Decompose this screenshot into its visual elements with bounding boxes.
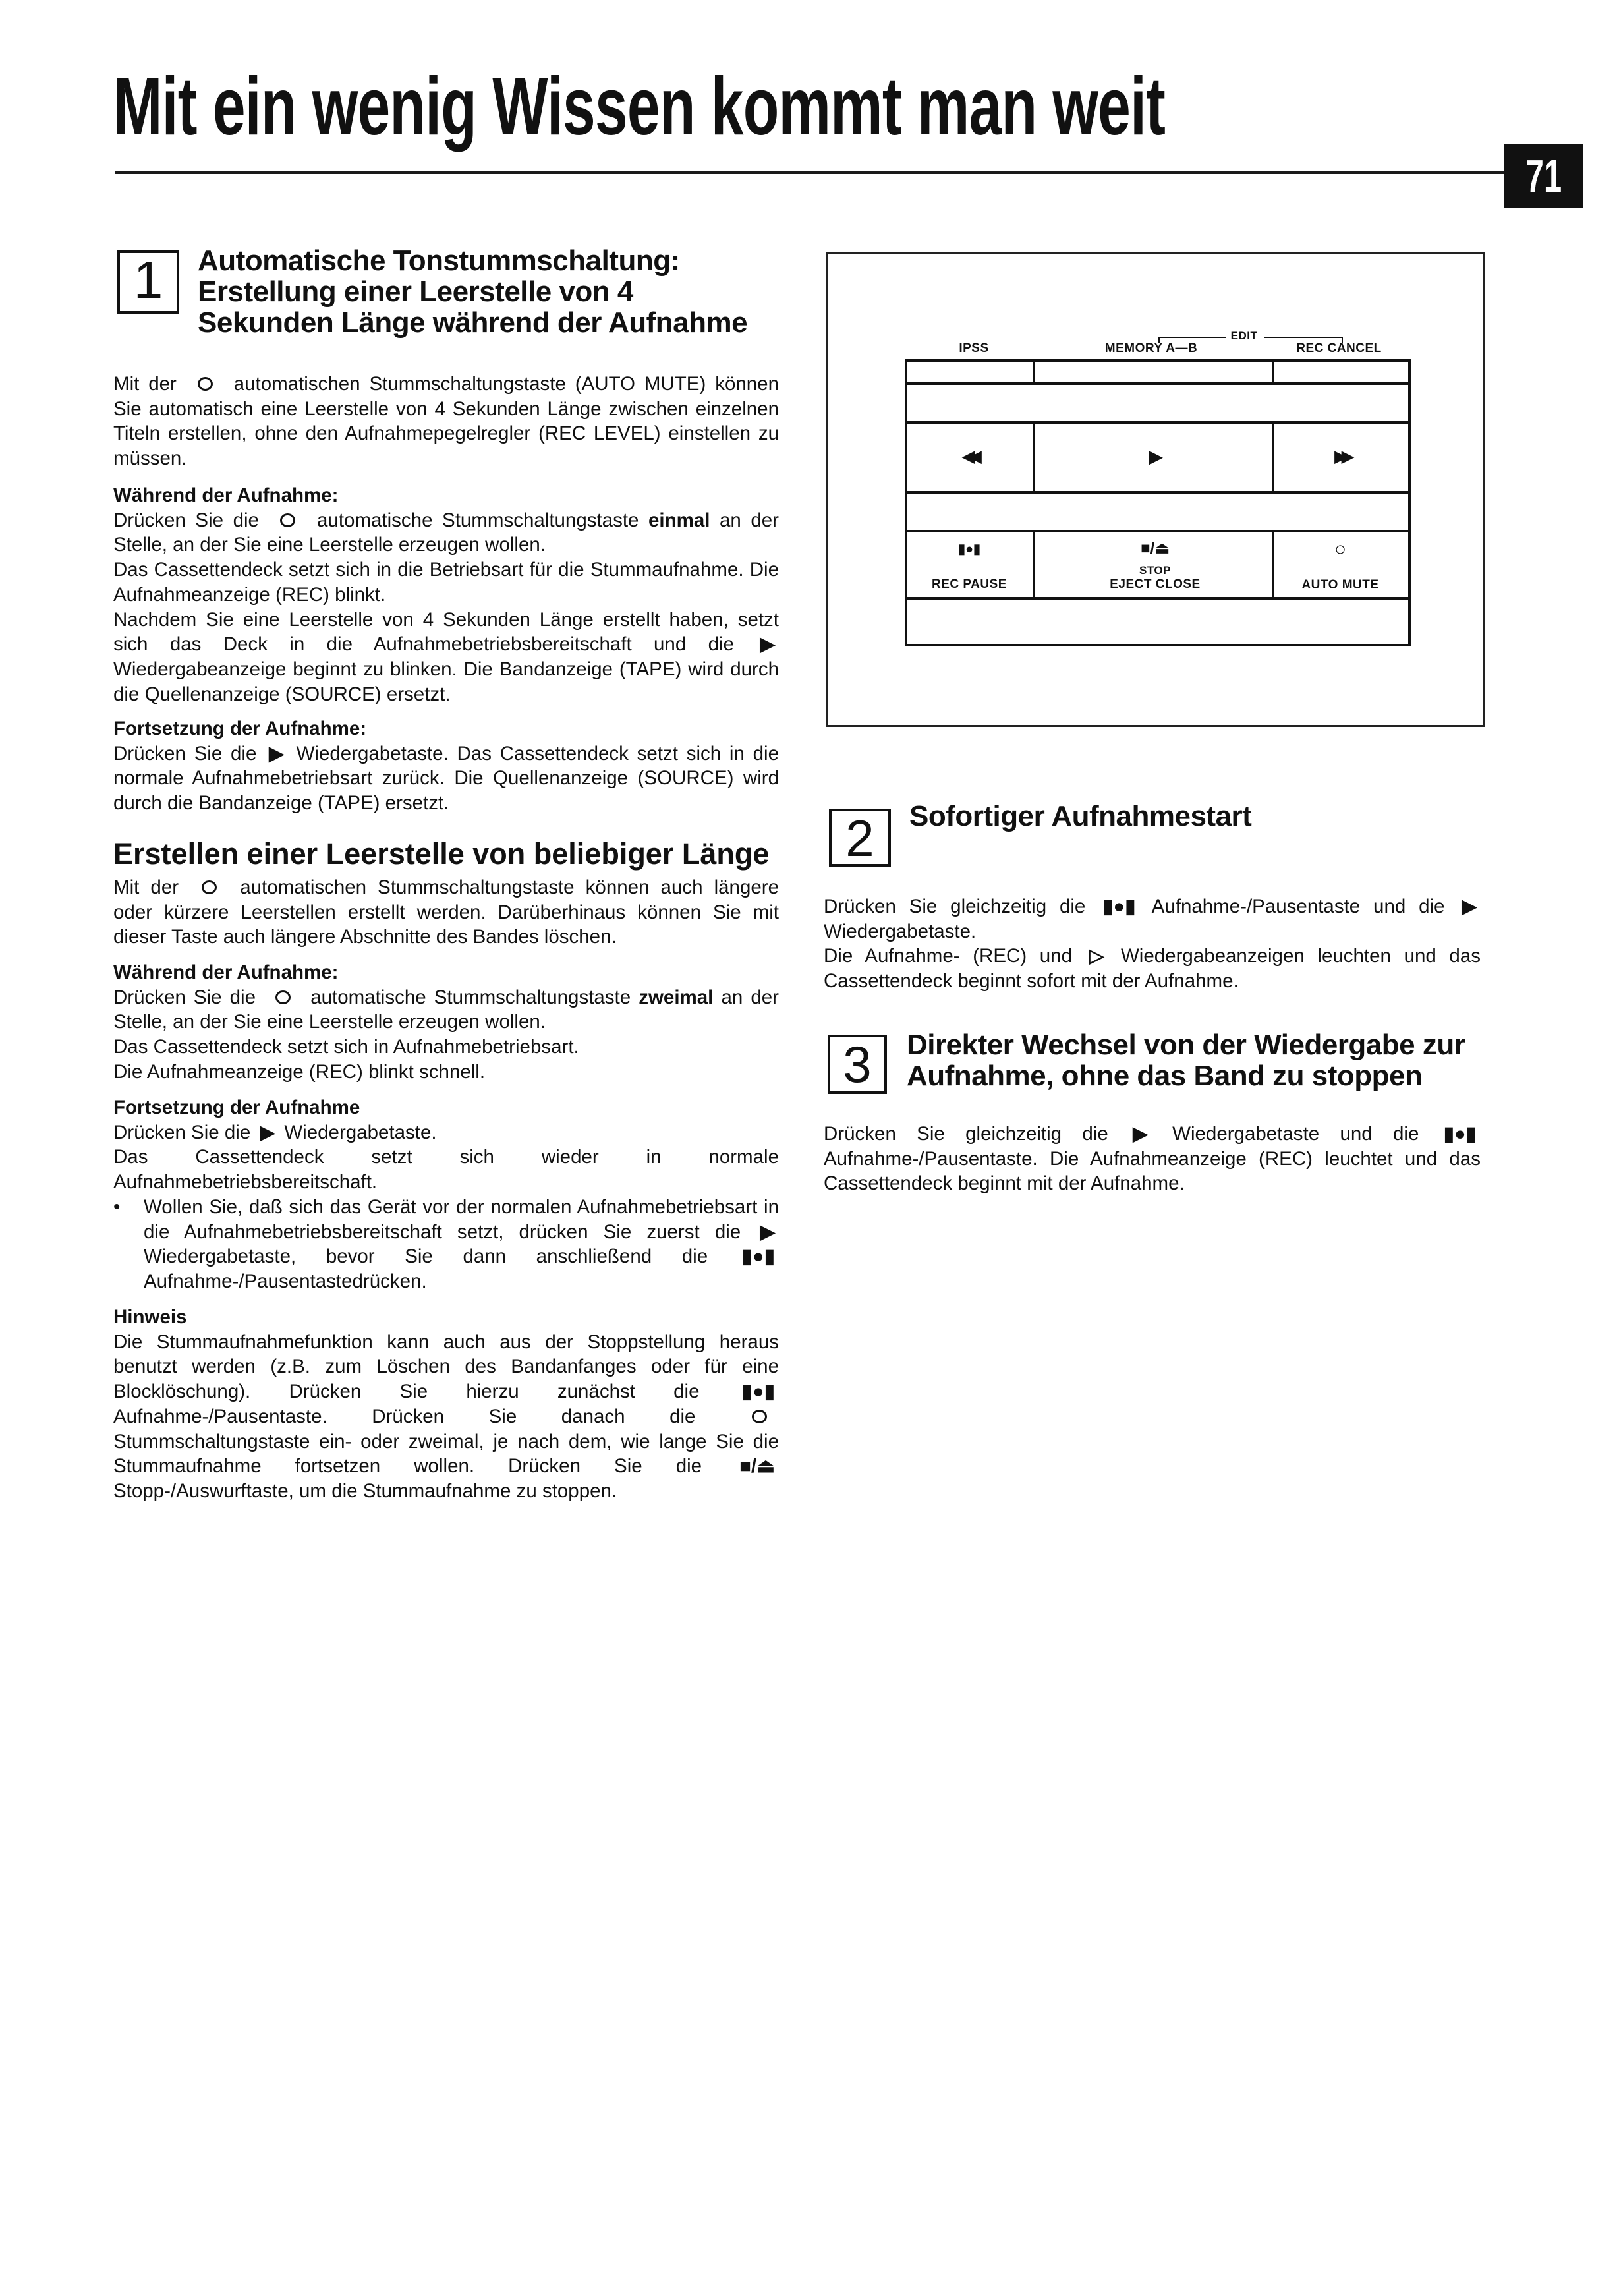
paragraph	[113, 875, 779, 950]
heading-line: Erstellung einer Leerstelle von 4	[198, 275, 633, 308]
text-segment: Drücken Sie die	[113, 986, 264, 1008]
text-segment: Wiedergabetaste.	[279, 1121, 437, 1143]
continue-recording-text	[113, 741, 779, 816]
continue-recording-text	[113, 1120, 779, 1195]
auto-mute-icon	[280, 513, 295, 527]
paragraph	[113, 372, 779, 471]
text-segment: Drücken Sie die	[113, 1121, 256, 1143]
note-text	[113, 1330, 779, 1504]
stop-eject-icon: ■/⏏	[1141, 539, 1170, 558]
bullet-item	[113, 1195, 779, 1294]
paragraph	[824, 894, 1481, 944]
play-icon: ▶	[269, 742, 284, 764]
panel-divider	[1272, 530, 1274, 598]
text-segment: Die Aufnahmeanzeige (REC) blinkt schnell.	[113, 1060, 486, 1083]
text-segment: Aufnahme-/Pausentaste und die	[1139, 896, 1458, 917]
bullet-icon: •	[113, 1195, 121, 1218]
subsection-intro	[113, 875, 779, 950]
during-recording-text	[113, 985, 779, 1085]
text-segment: automatischen Stummschaltungstaste können auch längere oder kürzere Leerstellen erstellt werden. Darüberhinaus können Sie mit dieser Taste auch längere Abschnitte des Bandes löschen.	[113, 876, 780, 948]
continue-recording-label: Fortsetzung der Aufnahme:	[113, 718, 367, 739]
continue-recording-label: Fortsetzung der Aufnahme	[113, 1097, 360, 1118]
play-icon: ▶	[760, 1220, 775, 1243]
text-segment: Das Cassettendeck setzt sich wieder in normale Aufnahmebetriebsbereitschaft.	[113, 1146, 779, 1193]
text-segment: Wiedergabetaste. Das Cassettendeck setzt sich in die normale Aufnahmebetriebsart zurück. Die Quellenanzeige (SOURCE) wird durch die Bandanzeige (TAPE) ersetzt.	[113, 742, 779, 815]
text-segment: Wollen Sie, daß sich das Gerät vor der normalen Aufnahmebetriebsart in die Aufnahmebetriebsbereitschaft setzt, drücken Sie zuerst die	[144, 1195, 779, 1243]
text-segment: Wiedergabetaste und die	[1151, 1123, 1440, 1145]
record-pause-icon: ▮●▮	[741, 1246, 775, 1268]
text-segment: Das Cassettendeck setzt sich in Aufnahmebetriebsart.	[113, 1036, 579, 1058]
text-segment: Stopp-/Auswurftaste, um die Stummaufnahme zu stoppen.	[113, 1479, 617, 1502]
stop-eject-icon: ■/⏏	[739, 1455, 775, 1478]
section-number-1: 1	[117, 250, 179, 314]
text-segment: an der Stelle, an der Sie eine Leerstelle erzeugen wollen.	[113, 509, 779, 556]
panel-divider	[905, 421, 1411, 424]
text-segment: Aufnahme-/Pausentastedrücken.	[144, 1270, 427, 1292]
panel-divider	[1272, 421, 1274, 492]
play-outline-icon: ▷	[1089, 945, 1104, 967]
label-ipss: IPSS	[959, 341, 989, 355]
label-rec-cancel: REC CANCEL	[1296, 341, 1382, 355]
button-label-rec-pause: REC PAUSE	[932, 577, 1007, 591]
play-icon: ▶	[1462, 896, 1477, 917]
text-segment: Wiedergabetaste, bevor Sie dann anschließend die	[144, 1246, 738, 1268]
record-pause-icon: ▮●▮	[1443, 1123, 1477, 1145]
section-2-heading: Sofortiger Aufnahmestart	[909, 800, 1252, 832]
play-icon: ▶	[260, 1121, 275, 1143]
paragraph	[113, 1120, 779, 1145]
text-segment: Aufnahme-/Pausentaste. Drücken Sie danach die	[113, 1405, 740, 1427]
panel-divider	[1272, 359, 1274, 384]
text-segment: automatischen Stummschaltungstaste (AUTO MUTE) können Sie automatisch eine Leerstelle von 4 Sekunden Länge zwischen einzelnen Titeln erstellen, ohne den Aufnahmepegelregler (REC LEVEL) einstellen zu müssen.	[113, 373, 779, 470]
text-segment: Wiedergabeanzeige beginnt zu blinken. Die Bandanzeige (TAPE) wird durch die Quellenanzeige (SOURCE) ersetzt.	[113, 658, 779, 705]
record-pause-icon: ▮●▮	[741, 1381, 775, 1403]
text-segment: automatische Stummschaltungstaste	[302, 986, 639, 1008]
during-recording-text	[113, 508, 779, 707]
paragraph	[113, 985, 779, 1035]
fast-forward-icon: ▶▶	[1334, 447, 1349, 466]
panel-divider	[1033, 359, 1035, 384]
section-3-body	[824, 1122, 1481, 1196]
during-recording-label: Während der Aufnahme:	[113, 484, 339, 506]
label-edit: EDIT	[1230, 330, 1258, 342]
panel-divider	[905, 382, 1411, 385]
paragraph	[113, 1035, 779, 1060]
paragraph	[113, 1145, 779, 1194]
panel-divider	[905, 530, 1411, 532]
text-segment: automatische Stummschaltungstaste	[307, 509, 648, 531]
text-segment: Drücken Sie gleichzeitig die	[824, 896, 1099, 917]
edit-bracket-left	[1158, 337, 1226, 343]
play-icon: ▶	[1149, 446, 1162, 467]
text-segment: Drücken Sie die	[113, 509, 269, 531]
subsection-heading: Erstellen einer Leerstelle von beliebiger Länge	[113, 837, 770, 871]
subsection-continue	[113, 1095, 779, 1294]
paragraph	[113, 608, 779, 707]
rewind-icon: ◀◀	[962, 447, 977, 466]
text-segment: Mit der	[113, 876, 190, 898]
text-segment: Aufnahme-/Pausentaste. Die Aufnahmeanzeige (REC) leuchtet und das Cassettendeck beginnt mit der Aufnahme.	[824, 1147, 1481, 1195]
emphasis-text: einmal	[648, 509, 710, 531]
section-1-during	[113, 483, 779, 706]
text-segment: Drücken Sie die	[113, 742, 266, 764]
button-label-eject-close: EJECT CLOSE	[1110, 577, 1201, 591]
text-segment: Wiedergabetaste.	[824, 920, 977, 942]
heading-line: Sekunden Länge während der Aufnahme	[198, 306, 748, 339]
heading-line: Direkter Wechsel von der Wiedergabe zur	[907, 1029, 1465, 1061]
text-segment: Stummschaltungstaste ein- oder zweimal, je nach dem, wie lange Sie die Stummaufnahme fortsetzen wollen. Drücken Sie die	[113, 1430, 779, 1478]
heading-line: Aufnahme, ohne das Band zu stoppen	[907, 1060, 1423, 1092]
section-1-intro	[113, 372, 779, 471]
paragraph	[824, 944, 1481, 993]
panel-divider	[1033, 421, 1035, 492]
text-segment: Das Cassettendeck setzt sich in die Betriebsart für die Stummaufnahme. Die Aufnahmeanzeige (REC) blinkt.	[113, 559, 779, 606]
play-icon: ▶	[1133, 1123, 1148, 1145]
text-segment: Drücken Sie gleichzeitig die	[824, 1123, 1129, 1145]
paragraph	[113, 508, 779, 558]
text-segment: an der Stelle, an der Sie eine Leerstelle erzeugen wollen.	[113, 986, 779, 1033]
label-memory: MEMORY A—B	[1104, 341, 1198, 355]
play-icon: ▶	[760, 633, 775, 656]
button-label-auto-mute: AUTO MUTE	[1301, 578, 1379, 592]
emphasis-text: zweimal	[639, 986, 714, 1008]
paragraph	[113, 558, 779, 607]
section-2-body	[824, 894, 1481, 994]
section-1-continue	[113, 716, 779, 816]
section-3-heading	[907, 1029, 1465, 1091]
auto-mute-icon	[752, 1410, 767, 1423]
header-rule	[115, 171, 1507, 174]
paragraph	[113, 741, 779, 816]
page-title: Mit ein wenig Wissen kommt man weit	[113, 61, 1166, 152]
auto-mute-icon	[202, 880, 217, 894]
panel-divider	[905, 491, 1411, 494]
text-segment: Mit der	[113, 373, 186, 395]
panel-divider	[1033, 530, 1035, 598]
button-label-stop: STOP	[1139, 564, 1171, 577]
section-number-2: 2	[829, 809, 891, 867]
text-segment: Wiedergabeanzeigen leuchten und das Cassettendeck beginnt sofort mit der Aufnahme.	[824, 945, 1481, 992]
paragraph	[113, 1330, 779, 1504]
bullet-text	[144, 1195, 779, 1294]
text-segment: Die Stummaufnahmefunktion kann auch aus der Stoppstellung heraus benutzt werden (z.B. zum Löschen des Bandanfanges oder für eine Blocklöschung). Drücken Sie hierzu zunächst die	[113, 1331, 779, 1403]
page-number: 71	[1525, 150, 1562, 202]
auto-mute-icon: ○	[1334, 538, 1347, 560]
paragraph	[824, 1122, 1481, 1196]
text-segment: Die Aufnahme- (REC) und	[824, 945, 1085, 967]
auto-mute-icon	[275, 990, 291, 1004]
control-panel	[905, 359, 1411, 646]
auto-mute-icon	[198, 377, 213, 391]
paragraph	[113, 1060, 779, 1085]
record-pause-icon: ▮●▮	[1102, 896, 1136, 917]
text-segment: Nachdem Sie eine Leerstelle von 4 Sekunden Länge erstellt haben, setzt sich das Deck in die Aufnahmebetriebsbereitschaft und die	[113, 608, 779, 656]
section-1-heading	[198, 245, 747, 338]
panel-divider	[905, 597, 1411, 600]
record-pause-icon: ▮●▮	[957, 542, 981, 557]
during-recording-label: Während der Aufnahme:	[113, 961, 339, 983]
subsection-during	[113, 960, 779, 1085]
heading-line: Automatische Tonstummschaltung:	[198, 244, 680, 277]
note-label: Hinweis	[113, 1306, 187, 1328]
page-number-badge	[1504, 144, 1583, 208]
section-number-3: 3	[828, 1035, 887, 1094]
note-block	[113, 1305, 779, 1504]
